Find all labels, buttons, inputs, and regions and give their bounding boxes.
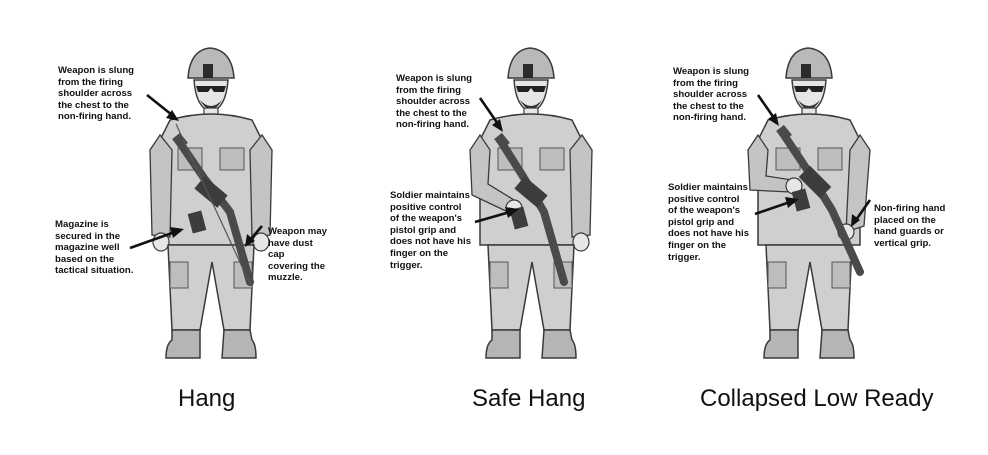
callout-weapon-slung: Weapon is slung from the firing shoulder across the chest to the non-firing hand.	[58, 65, 135, 123]
caption-safe-hang: Safe Hang	[472, 385, 586, 412]
soldier-safe-hang-illustration	[330, 0, 660, 380]
soldier-figure	[150, 48, 272, 358]
callout-magazine: Magazine is secured in the magazine well based on the tactical situation.	[55, 219, 134, 277]
callout-pistol-grip: Soldier maintains positive control of the weapon's pistol grip and does not have his finger on the trigger.	[668, 182, 750, 263]
callout-weapon-slung: Weapon is slung from the firing shoulder across the chest to the non-firing hand.	[673, 66, 750, 124]
callout-pistol-grip: Soldier maintains positive control of the weapon's pistol grip and does not have his finger on the trigger.	[390, 190, 472, 271]
panel-safe-hang	[330, 0, 660, 455]
panel-collapsed-low-ready	[660, 0, 988, 455]
callout-weapon-slung: Weapon is slung from the firing shoulder across the chest to the non-firing hand.	[396, 73, 473, 131]
callout-dust-cap: Weapon may have dust cap covering the muzzle.	[268, 226, 328, 284]
caption-collapsed-low-ready: Collapsed Low Ready	[700, 385, 934, 412]
caption-hang: Hang	[178, 385, 236, 412]
soldier-hang-illustration	[0, 0, 330, 380]
callout-non-firing-hand: Non-firing hand placed on the hand guards or vertical grip.	[874, 203, 946, 249]
soldier-figure	[470, 48, 592, 358]
panel-hang	[0, 0, 330, 455]
